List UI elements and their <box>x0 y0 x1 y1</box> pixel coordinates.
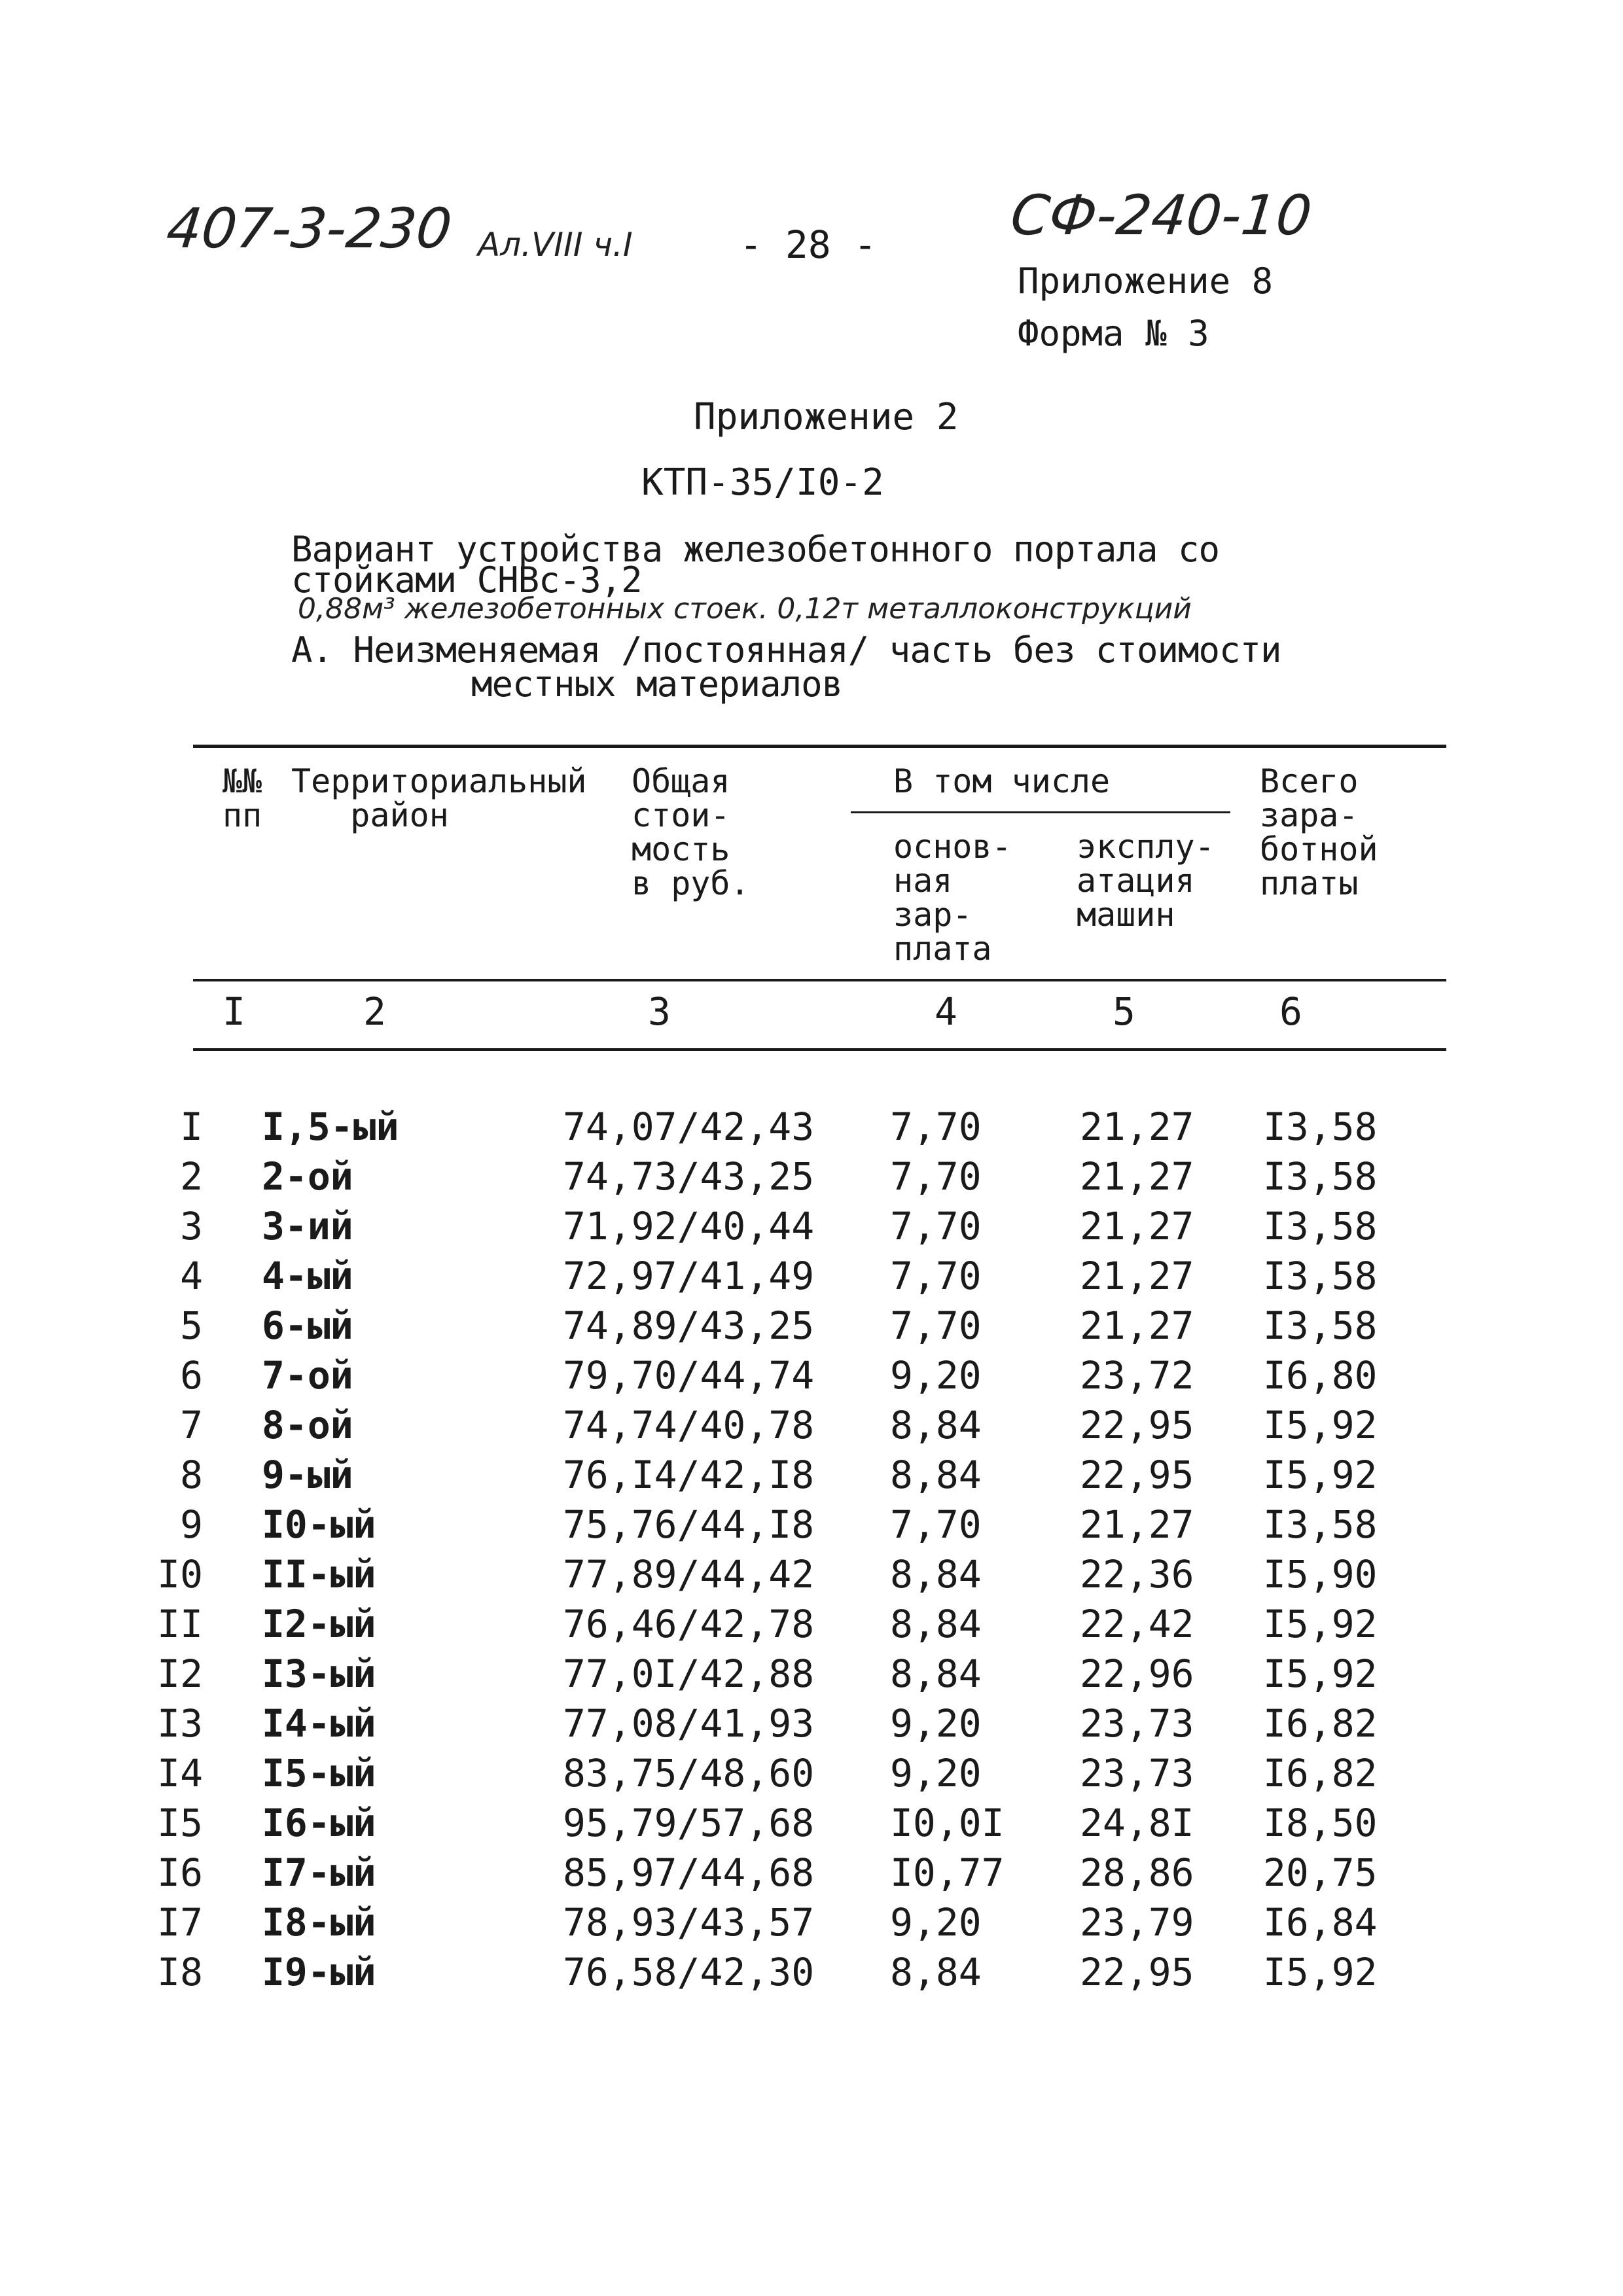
cell-total-wage: I6,82 <box>1263 1701 1378 1746</box>
cell-region: I6-ый <box>262 1801 376 1845</box>
cell-machines: 21,27 <box>1080 1204 1194 1248</box>
header-total-wage: Всего зара- ботной платы <box>1260 762 1378 902</box>
cell-region: 2-ой <box>262 1154 353 1199</box>
handwritten-note: 0,88м³ железобетонных стоек. 0,12т металлоконструкций <box>298 592 1192 626</box>
cell-num: 7 <box>180 1403 203 1447</box>
cell-machines: 22,95 <box>1080 1403 1194 1447</box>
cell-total-wage: I5,90 <box>1263 1552 1378 1597</box>
cell-num: I4 <box>157 1751 203 1795</box>
cell-total-wage: I5,92 <box>1263 1403 1378 1447</box>
cell-total: 74,74/40,78 <box>563 1403 815 1447</box>
table-row <box>0 1950 1623 2000</box>
cell-region: 6-ый <box>262 1303 353 1348</box>
cell-region: I0-ый <box>262 1502 376 1547</box>
cell-region: I4-ый <box>262 1701 376 1746</box>
cell-wage: 7,70 <box>890 1303 982 1348</box>
table-row <box>0 1651 1623 1701</box>
cell-region: 4-ый <box>262 1254 353 1298</box>
cell-num: 5 <box>180 1303 203 1348</box>
cell-wage: I0,0I <box>890 1801 1005 1845</box>
doc-code: 407-3-230 <box>163 196 455 260</box>
colnum-3: 3 <box>648 989 671 1034</box>
cell-machines: 28,86 <box>1080 1850 1194 1895</box>
cell-machines: 23,73 <box>1080 1701 1194 1746</box>
cell-total-wage: I8,50 <box>1263 1801 1378 1845</box>
cell-machines: 23,79 <box>1080 1900 1194 1945</box>
cell-num: 9 <box>180 1502 203 1547</box>
cell-num: 6 <box>180 1353 203 1398</box>
cell-total-wage: I6,84 <box>1263 1900 1378 1945</box>
cell-region: 3-ий <box>262 1204 353 1248</box>
colnum-2: 2 <box>363 989 386 1034</box>
cell-wage: 7,70 <box>890 1254 982 1298</box>
project-code: КТП-35/I0-2 <box>641 461 884 504</box>
colnum-1: I <box>223 989 245 1034</box>
description-line-2: стойками СНВс-3,2 <box>291 559 642 601</box>
cell-total: 95,79/57,68 <box>563 1801 815 1845</box>
cell-total: 74,73/43,25 <box>563 1154 815 1199</box>
cell-machines: 22,36 <box>1080 1552 1194 1597</box>
table-row <box>0 1353 1623 1403</box>
cell-machines: 21,27 <box>1080 1502 1194 1547</box>
colnum-4: 4 <box>935 989 957 1034</box>
header-wage: основ- ная зар- плата <box>893 828 1012 968</box>
cell-region: I2-ый <box>262 1602 376 1646</box>
table-row <box>0 1204 1623 1254</box>
cell-num: 3 <box>180 1204 203 1248</box>
cell-total: 85,97/44,68 <box>563 1850 815 1895</box>
cell-total: 77,0I/42,88 <box>563 1651 815 1696</box>
cell-machines: 21,27 <box>1080 1104 1194 1149</box>
cell-total-wage: I3,58 <box>1263 1303 1378 1348</box>
description-line-1: Вариант устройства железобетонного портала со <box>291 529 1219 570</box>
table-row <box>0 1502 1623 1552</box>
cell-machines: 21,27 <box>1080 1154 1194 1199</box>
cell-wage: 8,84 <box>890 1651 982 1696</box>
cell-total: 74,89/43,25 <box>563 1303 815 1348</box>
cell-machines: 22,95 <box>1080 1453 1194 1497</box>
cell-num: I0 <box>157 1552 203 1597</box>
cell-region: 7-ой <box>262 1353 353 1398</box>
form-code: СФ-240-10 <box>1007 183 1315 247</box>
table-row <box>0 1154 1623 1204</box>
cell-machines: 23,73 <box>1080 1751 1194 1795</box>
cell-total-wage: I5,92 <box>1263 1950 1378 1994</box>
cell-total: 74,07/42,43 <box>563 1104 815 1149</box>
cell-wage: I0,77 <box>890 1850 1005 1895</box>
cell-region: I,5-ый <box>262 1104 399 1149</box>
cell-wage: 8,84 <box>890 1453 982 1497</box>
table-row <box>0 1403 1623 1453</box>
table-top-rule <box>193 745 1446 748</box>
cell-wage: 9,20 <box>890 1701 982 1746</box>
table-row <box>0 1104 1623 1154</box>
table-row <box>0 1751 1623 1801</box>
cell-wage: 8,84 <box>890 1602 982 1646</box>
cell-total-wage: I3,58 <box>1263 1502 1378 1547</box>
table-row <box>0 1552 1623 1602</box>
colnum-bottom-rule <box>193 1048 1446 1051</box>
cell-num: I7 <box>157 1900 203 1945</box>
cell-num: I6 <box>157 1850 203 1895</box>
cell-total: 76,58/42,30 <box>563 1950 815 1994</box>
cell-wage: 7,70 <box>890 1204 982 1248</box>
cell-total: 78,93/43,57 <box>563 1900 815 1945</box>
cell-total-wage: I5,92 <box>1263 1651 1378 1696</box>
colnum-5: 5 <box>1113 989 1135 1034</box>
table-row <box>0 1801 1623 1850</box>
cell-region: I3-ый <box>262 1651 376 1696</box>
cell-num: I3 <box>157 1701 203 1746</box>
cell-machines: 21,27 <box>1080 1303 1194 1348</box>
header-num: №№ пп <box>223 762 262 834</box>
cell-wage: 8,84 <box>890 1403 982 1447</box>
table-row <box>0 1254 1623 1303</box>
cell-wage: 9,20 <box>890 1900 982 1945</box>
colnum-6: 6 <box>1279 989 1302 1034</box>
cell-num: II <box>157 1602 203 1646</box>
cell-num: 2 <box>180 1154 203 1199</box>
cell-machines: 23,72 <box>1080 1353 1194 1398</box>
header-bottom-rule <box>193 979 1446 981</box>
cell-total-wage: I3,58 <box>1263 1154 1378 1199</box>
cell-region: 8-ой <box>262 1403 353 1447</box>
table-row <box>0 1900 1623 1950</box>
cell-total-wage: I5,92 <box>1263 1602 1378 1646</box>
cell-total: 77,89/44,42 <box>563 1552 815 1597</box>
cell-num: I5 <box>157 1801 203 1845</box>
page-number: - 28 - <box>740 222 877 267</box>
header-incl: В том числе <box>893 762 1111 800</box>
cell-total: 76,46/42,78 <box>563 1602 815 1646</box>
cell-region: I5-ый <box>262 1751 376 1795</box>
section-title-line-2: местных материалов <box>471 663 843 705</box>
header-total: Общая стои- мость в руб. <box>632 762 750 902</box>
section-title-line-1: А. Неизменяемая /постоянная/ часть без стоимости <box>291 629 1281 671</box>
cell-total: 71,92/40,44 <box>563 1204 815 1248</box>
cell-region: II-ый <box>262 1552 376 1597</box>
cell-total: 72,97/41,49 <box>563 1254 815 1298</box>
cell-wage: 9,20 <box>890 1353 982 1398</box>
cell-total: 75,76/44,I8 <box>563 1502 815 1547</box>
cell-wage: 8,84 <box>890 1950 982 1994</box>
form-label: Форма № 3 <box>1018 313 1209 354</box>
table-row <box>0 1701 1623 1751</box>
incl-rule <box>851 811 1230 813</box>
cell-num: I2 <box>157 1651 203 1696</box>
cell-total-wage: I6,80 <box>1263 1353 1378 1398</box>
cell-total: 76,I4/42,I8 <box>563 1453 815 1497</box>
cell-wage: 7,70 <box>890 1104 982 1149</box>
table-row <box>0 1453 1623 1502</box>
table-row <box>0 1850 1623 1900</box>
cell-total-wage: I3,58 <box>1263 1104 1378 1149</box>
cell-machines: 24,8I <box>1080 1801 1194 1845</box>
cell-region: I8-ый <box>262 1900 376 1945</box>
cell-wage: 7,70 <box>890 1502 982 1547</box>
appendix-main: Приложение 8 <box>1018 260 1274 302</box>
cell-total-wage: I3,58 <box>1263 1204 1378 1248</box>
cell-region: I9-ый <box>262 1950 376 1994</box>
appendix-title: Приложение 2 <box>694 396 959 438</box>
cell-total: 77,08/41,93 <box>563 1701 815 1746</box>
cell-wage: 7,70 <box>890 1154 982 1199</box>
cell-region: 9-ый <box>262 1453 353 1497</box>
cell-machines: 22,42 <box>1080 1602 1194 1646</box>
cell-region: I7-ый <box>262 1850 376 1895</box>
table-row <box>0 1303 1623 1353</box>
cell-num: 8 <box>180 1453 203 1497</box>
sheet-ref: Ал.VIII ч.I <box>478 226 633 264</box>
cell-total: 79,70/44,74 <box>563 1353 815 1398</box>
cell-machines: 22,95 <box>1080 1950 1194 1994</box>
cell-num: I8 <box>157 1950 203 1994</box>
cell-wage: 9,20 <box>890 1751 982 1795</box>
cell-machines: 21,27 <box>1080 1254 1194 1298</box>
table-row <box>0 1602 1623 1651</box>
cell-num: I <box>180 1104 203 1149</box>
cell-num: 4 <box>180 1254 203 1298</box>
header-region: Территориальный район <box>291 762 587 834</box>
cell-total: 83,75/48,60 <box>563 1751 815 1795</box>
cell-total-wage: I3,58 <box>1263 1254 1378 1298</box>
cell-wage: 8,84 <box>890 1552 982 1597</box>
cell-total-wage: 20,75 <box>1263 1850 1378 1895</box>
cell-total-wage: I6,82 <box>1263 1751 1378 1795</box>
header-machines: эксплу- атация машин <box>1077 828 1215 934</box>
cell-machines: 22,96 <box>1080 1651 1194 1696</box>
cell-total-wage: I5,92 <box>1263 1453 1378 1497</box>
